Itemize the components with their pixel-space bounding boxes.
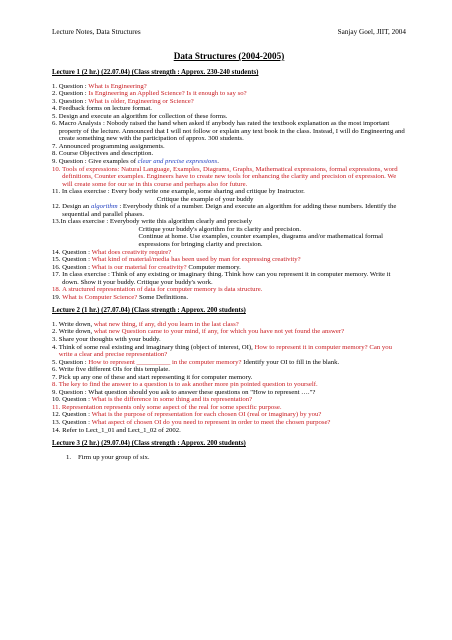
item-number: 9. <box>52 388 59 396</box>
item-number: 16. <box>52 263 63 271</box>
lecture-1-heading: Lecture 1 (2 hr.) (22.07.04) (Class strength : Approx. 230-240 students) <box>52 69 259 76</box>
item-text-segment: Feedback forms on lecture format. <box>58 105 152 113</box>
item-number: 2. <box>52 328 59 336</box>
lecture-2-heading: Lecture 2 (1 hr.) (27.07.04) (Class strength : Approx. 200 students) <box>52 307 246 315</box>
lecture-3-item-list <box>52 454 406 462</box>
item-text <box>59 389 406 397</box>
item-text <box>62 411 406 419</box>
item-number: 2. <box>52 90 59 98</box>
item-text-segment: Macro Analysis : Nobody raised the hand when asked if anybody has rated the textbook explanation as the most important property of the lecture. Announced that I will not follow or explain any text book in the class. Instead, I will do Engineering and create something new with the participation of approx. 300 students. <box>58 120 405 143</box>
item-number: 8. <box>52 150 59 158</box>
item-number: 4. <box>52 105 59 113</box>
item-text-segment: Write down, <box>58 328 94 336</box>
item-text <box>62 166 406 189</box>
item-text <box>62 264 406 272</box>
list-item <box>52 166 406 189</box>
item-number: 18. <box>52 286 63 294</box>
item-text <box>59 105 406 113</box>
list-item <box>52 366 406 374</box>
item-text <box>60 218 406 248</box>
item-text-segment: What is Engineering? <box>88 82 147 90</box>
item-number: 11. <box>52 188 62 196</box>
item-text-segment: The key to find the answer to a question is to ask another more pin pointed question to yourself. <box>58 381 318 389</box>
list-item <box>52 203 406 218</box>
list-item <box>52 90 406 98</box>
item-number: 13. <box>52 418 63 426</box>
lecture-3-section <box>52 440 406 461</box>
item-number: 12. <box>52 411 63 419</box>
list-item <box>52 271 406 286</box>
list-item <box>52 359 406 367</box>
item-number: 7. <box>52 142 59 150</box>
running-header <box>52 28 406 37</box>
item-text-segment: What is our material for creativity? <box>91 263 187 271</box>
item-text <box>59 359 406 367</box>
item-text-segment: what new Question came to your mind, if any, for which you have not yet found the answer? <box>93 328 345 336</box>
item-text <box>59 83 406 91</box>
item-text-segment: In class exercise : Everybody write this algorithm clearly and precisely <box>60 218 252 226</box>
list-item <box>52 321 406 329</box>
item-subline: Continue at home. Use examples, counter examples, diagrams and/or mathematical formal expressions for bringing clarity and precision. <box>138 233 384 248</box>
item-text-segment: What does creativity require? <box>91 248 172 256</box>
item-subline: Critique your buddy's algorithm for its clarity and precision. <box>138 225 302 233</box>
item-text-segment: Design and execute an algorithm for collection of these forms. <box>58 112 228 120</box>
item-text-segment: Write down, <box>58 320 94 328</box>
lecture-2-section <box>52 307 406 434</box>
item-text <box>59 120 406 143</box>
list-item <box>52 344 406 359</box>
item-number: 1. <box>52 320 59 328</box>
list-item <box>52 427 406 435</box>
item-text <box>59 336 406 344</box>
item-text-segment: Think of some real existing and imaginary thing (object of interest, OI), <box>58 343 255 351</box>
list-item <box>52 83 406 91</box>
item-text-segment: Pick up any one of these and start representing it for computer memory. <box>58 373 253 381</box>
list-item <box>52 120 406 143</box>
document-title: Data Structures (2004-2005) <box>173 51 285 61</box>
item-number: 10. <box>52 165 63 173</box>
item-number: 1. <box>52 82 59 90</box>
item-text <box>62 427 406 435</box>
list-item <box>52 249 406 257</box>
item-text-segment: Design an <box>62 203 91 211</box>
item-text <box>59 381 406 389</box>
item-text <box>59 113 406 121</box>
item-text-segment: Question : <box>62 256 92 264</box>
item-number: 5. <box>52 358 59 366</box>
list-item <box>52 264 406 272</box>
item-text-segment: Some Definitions. <box>137 293 189 301</box>
item-text-segment: What is Computer Science? <box>62 293 138 301</box>
list-item <box>52 374 406 382</box>
item-number: 11. <box>52 403 62 411</box>
item-text-segment: Question : <box>62 248 92 256</box>
lecture-1-item-list <box>52 83 406 302</box>
list-item <box>52 256 406 264</box>
item-text <box>59 366 406 374</box>
item-number: 6. <box>52 120 59 128</box>
item-text-segment: What kind of material/media has been used by man for expressing creativity? <box>91 256 301 264</box>
item-text <box>59 158 406 166</box>
item-number: 5. <box>52 112 59 120</box>
item-number: 3. <box>52 97 59 105</box>
item-text-segment: Is Engineering an Applied Science? Is it enough to say so? <box>88 90 247 98</box>
item-text <box>59 344 406 359</box>
item-number: 3. <box>52 335 59 343</box>
list-item <box>52 419 406 427</box>
item-text <box>62 256 406 264</box>
lecture-3-heading: Lecture 3 (2 hr.) (29.07.04) (Class strength : Approx. 200 students) <box>52 440 246 448</box>
list-item <box>52 381 406 389</box>
list-item <box>52 336 406 344</box>
item-text <box>59 98 406 106</box>
item-text <box>59 328 406 336</box>
item-text-segment: How to represent __________ in the computer memory? <box>88 358 242 366</box>
item-number: 7. <box>52 373 59 381</box>
item-text <box>59 143 406 151</box>
item-text-segment: Question : <box>58 97 89 105</box>
header-left-text: Lecture Notes, Data Structures <box>52 28 141 36</box>
item-text-segment: Question : <box>62 263 92 271</box>
list-item <box>52 105 406 113</box>
item-text-segment: What aspect of chosen OI do you need to represent in order to meet the chosen purpose? <box>91 418 331 426</box>
list-item <box>52 286 406 294</box>
list-item <box>52 389 406 397</box>
list-item <box>52 143 406 151</box>
item-text <box>62 271 406 286</box>
list-item <box>52 113 406 121</box>
lecture-1-section <box>52 69 406 301</box>
item-text-segment: clear and precise expressions <box>137 157 218 165</box>
list-item <box>52 454 406 462</box>
item-number: 6. <box>52 366 59 374</box>
item-number: 10. <box>52 396 63 404</box>
list-item <box>52 404 406 412</box>
item-text-segment: Question : <box>58 90 89 98</box>
item-text <box>59 150 406 158</box>
item-text-segment: In class exercise : Every body write one example, some sharing and critique by Instructor. <box>61 188 305 196</box>
item-text-segment: Announced programming assignments. <box>58 142 165 150</box>
item-text-segment: What is the purpose of representation for each chosen OI (real or imaginary) by you? <box>91 411 322 419</box>
list-item <box>52 396 406 404</box>
item-text-segment: algorithm <box>91 203 118 211</box>
item-text <box>59 90 406 98</box>
item-text-segment: Question : <box>62 411 92 419</box>
item-number: 14. <box>52 248 63 256</box>
item-text-segment: Identify your OI to fill in the blank. <box>241 358 340 366</box>
list-item <box>52 411 406 419</box>
list-item <box>52 150 406 158</box>
item-text <box>62 188 406 203</box>
item-text-segment: Question : <box>58 82 89 90</box>
item-text-segment: What is older, Engineering or Science? <box>88 97 194 105</box>
item-number: 9. <box>52 157 59 165</box>
header-right-text: Sanjay Goel, JIIT, 2004 <box>337 28 406 36</box>
item-text <box>59 374 406 382</box>
item-text <box>78 454 406 462</box>
item-text-segment: Question : What question should you ask to answer these questions on "How to represent …."? <box>58 388 316 396</box>
list-item <box>52 98 406 106</box>
item-number: 12. <box>52 203 63 211</box>
item-text-segment: Firm up your group of six. <box>78 453 150 461</box>
item-text-segment: A structured representation of data for computer memory is data structure. <box>62 286 263 294</box>
item-text-segment: Question : <box>58 358 89 366</box>
item-text <box>62 249 406 257</box>
item-text-segment: Question : Give examples of <box>58 157 138 165</box>
item-text-segment: Refer to Lect_1_01 and Lect_1_02 of 2002. <box>62 426 181 434</box>
item-number: 15. <box>52 256 63 264</box>
list-item <box>52 158 406 166</box>
item-text-segment: Tools of expressions: Natural Language, Examples, Diagrams, Graphs, Mathematical expressions, formal expressions, word definitions, Counter examples. Engineers have to create new tools for enhancing the clarity and precision of expression. We will create some for our se in this course and perhaps also for future. <box>62 165 398 188</box>
item-text-segment: What is the difference in some thing and its representation? <box>91 396 253 404</box>
item-text-segment: Course Objectives and description. <box>58 150 154 158</box>
item-text <box>62 203 406 218</box>
item-text-segment: Share your thoughts with your buddy. <box>58 335 161 343</box>
item-number: 19. <box>52 293 63 301</box>
item-text <box>62 404 406 412</box>
list-item <box>52 294 406 302</box>
item-text-segment: Computer memory. <box>186 263 241 271</box>
list-item <box>52 328 406 336</box>
item-number: 4. <box>52 343 59 351</box>
list-item <box>52 218 406 248</box>
item-text-segment: How to represent it in computer memory? Can you write a clear and precise representation? <box>58 343 393 359</box>
item-number: 13. <box>52 218 61 226</box>
item-text <box>62 294 406 302</box>
item-number: 8. <box>52 381 59 389</box>
item-text-segment: Question : <box>62 418 92 426</box>
item-number: 17. <box>52 271 63 279</box>
item-text <box>62 286 406 294</box>
item-text-segment: Write five different OIs for this template. <box>58 366 170 374</box>
item-number: 14. <box>52 426 63 434</box>
lecture-2-item-list <box>52 321 406 434</box>
item-text <box>62 396 406 404</box>
item-number: 1. <box>66 453 72 461</box>
item-text <box>62 419 406 427</box>
item-text-segment: what new thing, if any, did you learn in the last class? <box>93 320 239 328</box>
item-text-segment: : Everybody think of a number. Deign and execute an algorithm for adding these numbers. Identify the sequential and parallel phases. <box>62 203 397 218</box>
item-text-segment: Question : <box>62 396 92 404</box>
item-text <box>59 321 406 329</box>
item-text-segment: In class exercise : Think of any existing or imaginary thing. Think how can you represent it in computer memory. Write it down. Show it your buddy. Critique your buddy's work. <box>62 271 391 286</box>
item-text-segment: . <box>217 157 219 165</box>
item-text-segment: Representation represents only some aspect of the real for some specific purpose. <box>61 403 282 411</box>
list-item <box>52 188 406 203</box>
item-subline: Critique the example of your buddy <box>156 195 254 203</box>
